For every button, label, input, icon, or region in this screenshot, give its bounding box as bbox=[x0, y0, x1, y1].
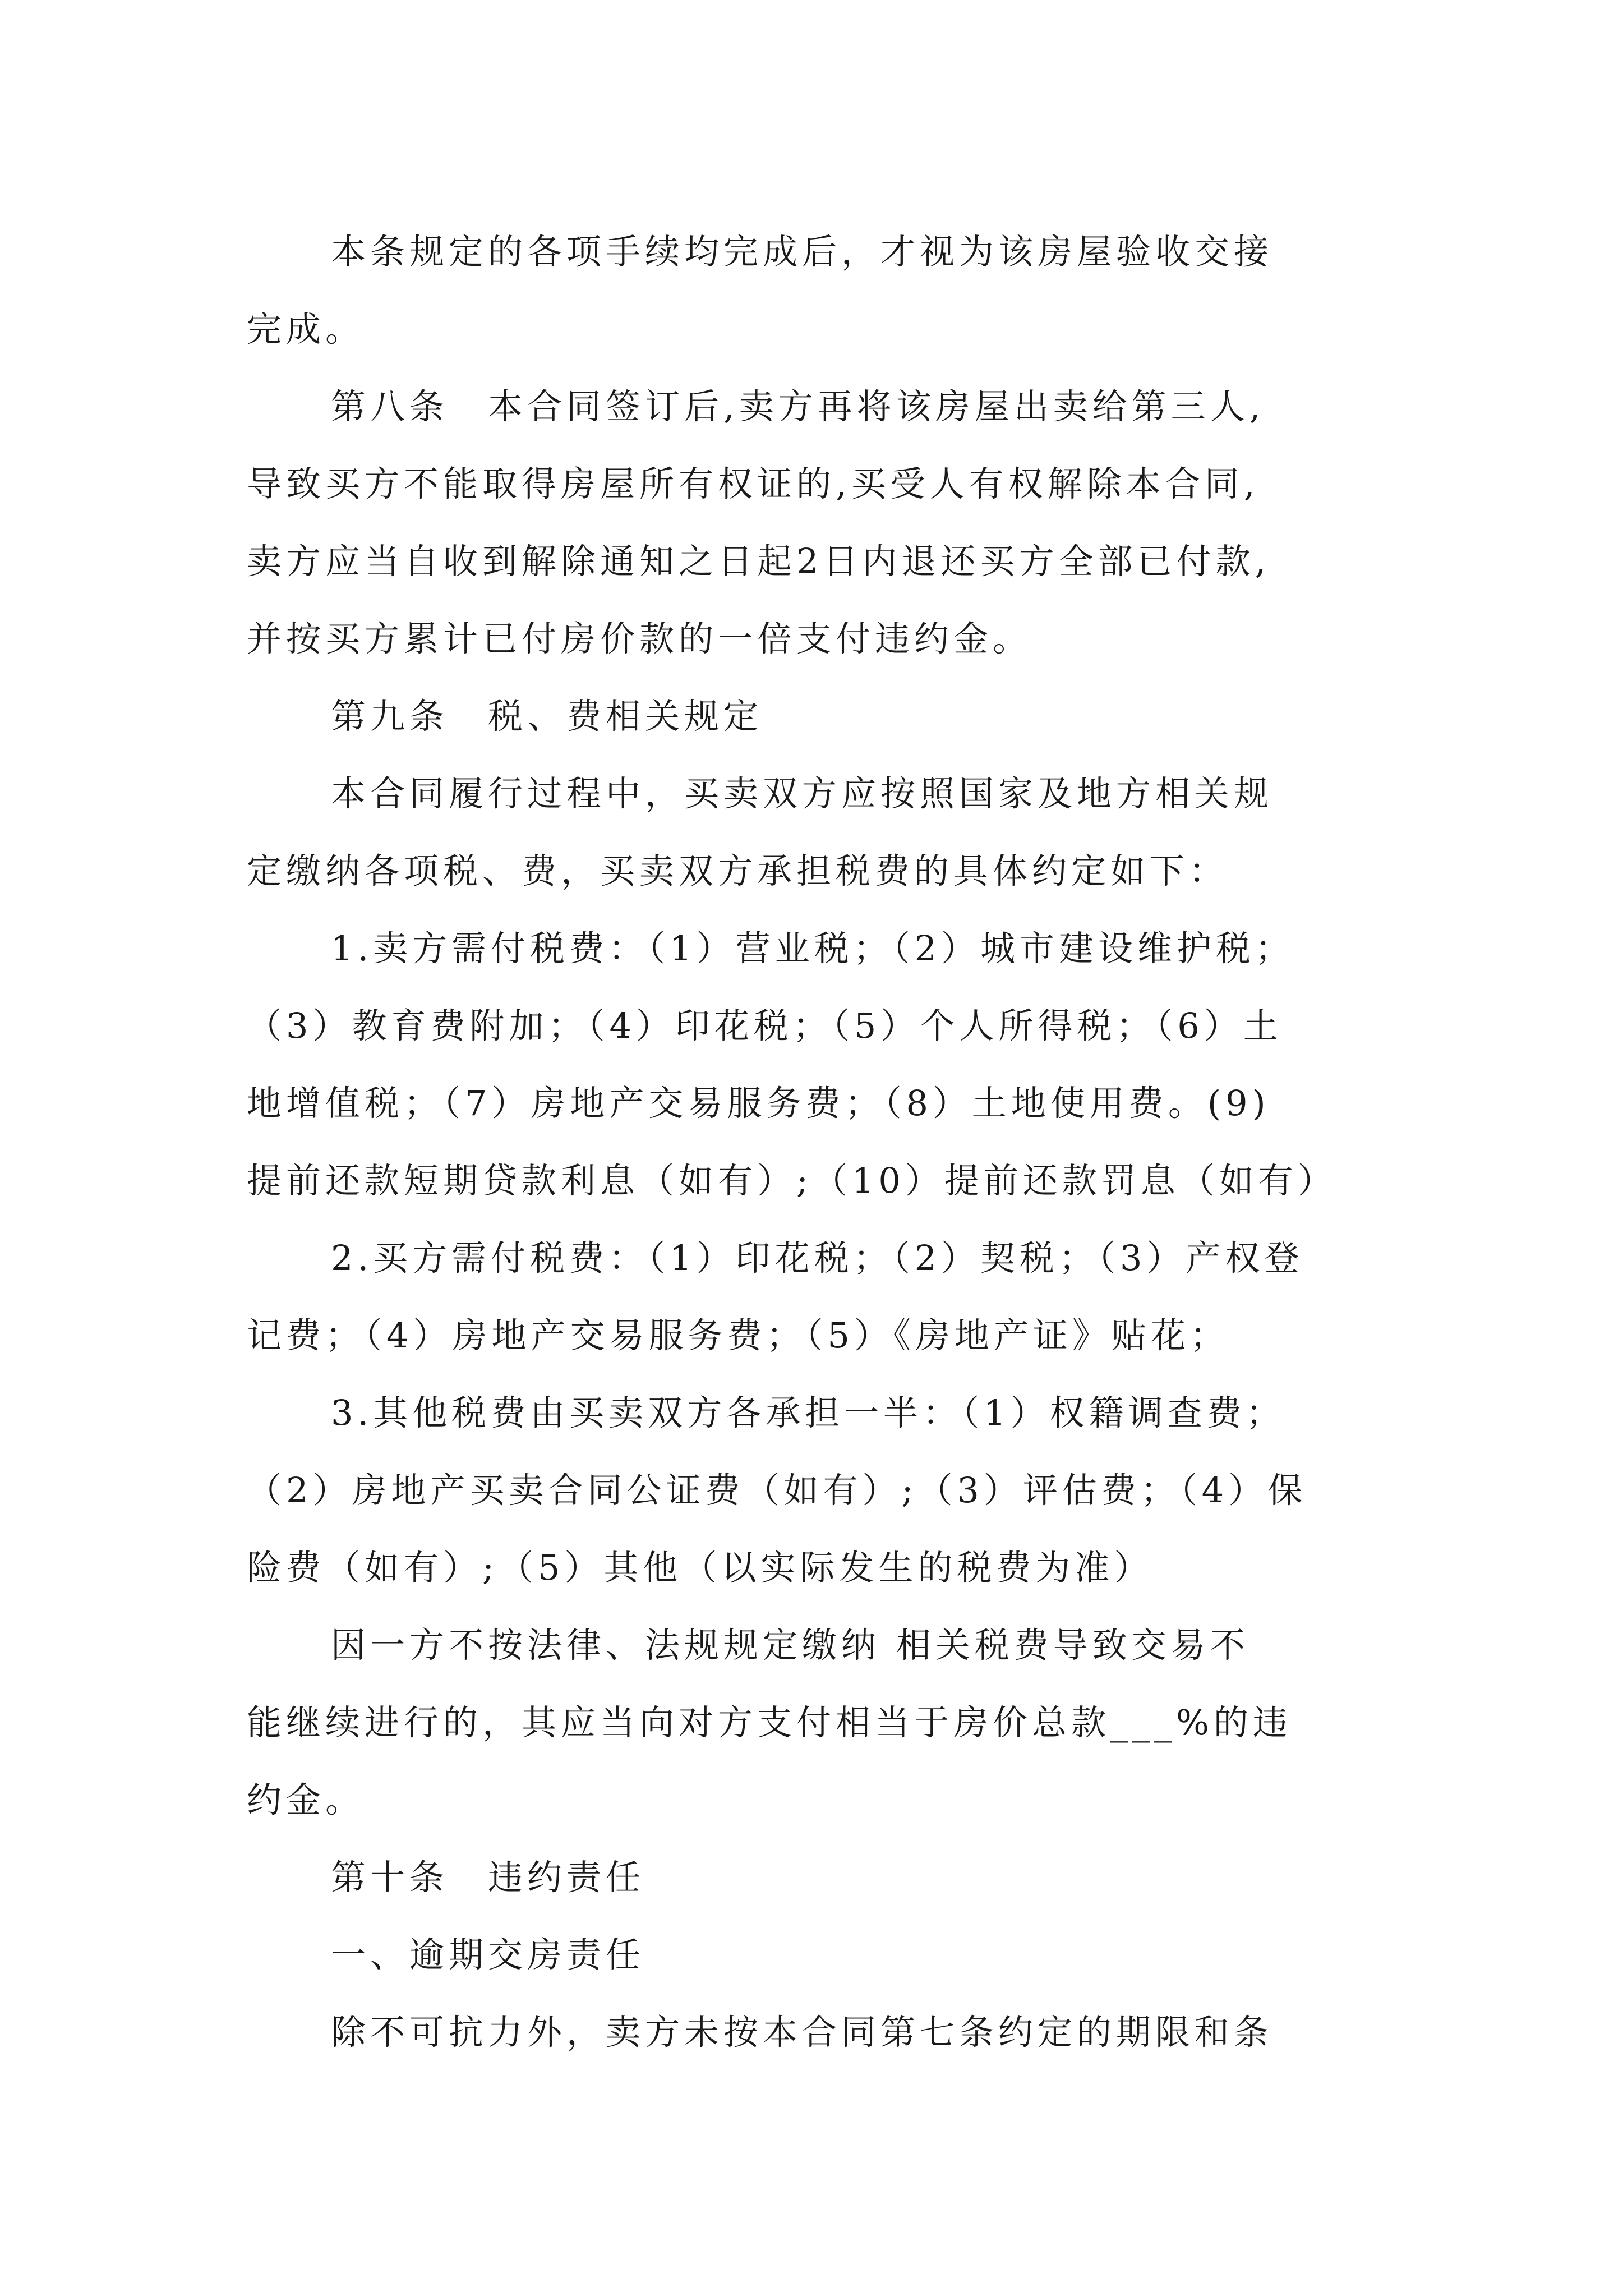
paragraph-line: （2）房地产买卖合同公证费（如有）;（3）评估费；（4）保 bbox=[247, 1470, 1307, 1511]
list-item-seller-fees: 1.卖方需付税费：（1）营业税；（2）城市建设维护税； bbox=[331, 928, 1295, 969]
paragraph-line: （3）教育费附加；（4）印花税；（5）个人所得税；（6）土 bbox=[247, 1005, 1283, 1046]
paragraph-line: 提前还款短期贷款利息（如有）;（10）提前还款罚息（如有） bbox=[247, 1160, 1337, 1201]
paragraph-line: 除不可抗力外，卖方未按本合同第七条约定的期限和条 bbox=[331, 2012, 1274, 2053]
document-body bbox=[247, 213, 1380, 2071]
paragraph-line: 定缴纳各项税、费，买卖双方承担税费的具体约定如下： bbox=[247, 850, 1229, 891]
paragraph-line: 地增值税；（7）房地产交易服务费；（8）土地使用费。(9) bbox=[247, 1083, 1270, 1124]
paragraph-line: 本合同履行过程中，买卖双方应按照国家及地方相关规 bbox=[331, 773, 1274, 814]
paragraph-line: 完成。 bbox=[247, 309, 365, 349]
article-9-heading: 第九条 税、费相关规定 bbox=[331, 696, 763, 737]
paragraph-line: 并按买方累计已付房价款的一倍支付违约金。 bbox=[247, 618, 1032, 659]
paragraph-line: 因一方不按法律、法规规定缴纳 相关税费导致交易不 bbox=[331, 1625, 1249, 1665]
paragraph-line: 本条规定的各项手续均完成后，才视为该房屋验收交接 bbox=[331, 231, 1274, 272]
list-item-buyer-fees: 2.买方需付税费：（1）印花税；（2）契税；（3）产权登 bbox=[331, 1237, 1304, 1278]
paragraph-line: 险费（如有）;（5）其他（以实际发生的税费为准） bbox=[247, 1547, 1154, 1588]
list-item-shared-fees: 3.其他税费由买卖双方各承担一半：（1）权籍调查费； bbox=[331, 1392, 1285, 1433]
paragraph-line: 导致买方不能取得房屋所有权证的,买受人有权解除本合同, bbox=[247, 463, 1260, 504]
paragraph-line: 卖方应当自收到解除通知之日起2日内退还买方全部已付款, bbox=[247, 541, 1271, 582]
paragraph-line: 约金。 bbox=[247, 1779, 365, 1820]
paragraph-line: 能继续进行的，其应当向对方支付相当于房价总款___%的违 bbox=[247, 1702, 1292, 1743]
article-10-heading: 第十条 违约责任 bbox=[331, 1857, 645, 1898]
article-8-heading-line: 第八条 本合同签订后,卖方再将该房屋出卖给第三人, bbox=[331, 386, 1265, 427]
section-heading: 一、逾期交房责任 bbox=[331, 1934, 645, 1975]
paragraph-line: 记费；（4）房地产交易服务费；（5）《房地产证》贴花； bbox=[247, 1315, 1229, 1356]
